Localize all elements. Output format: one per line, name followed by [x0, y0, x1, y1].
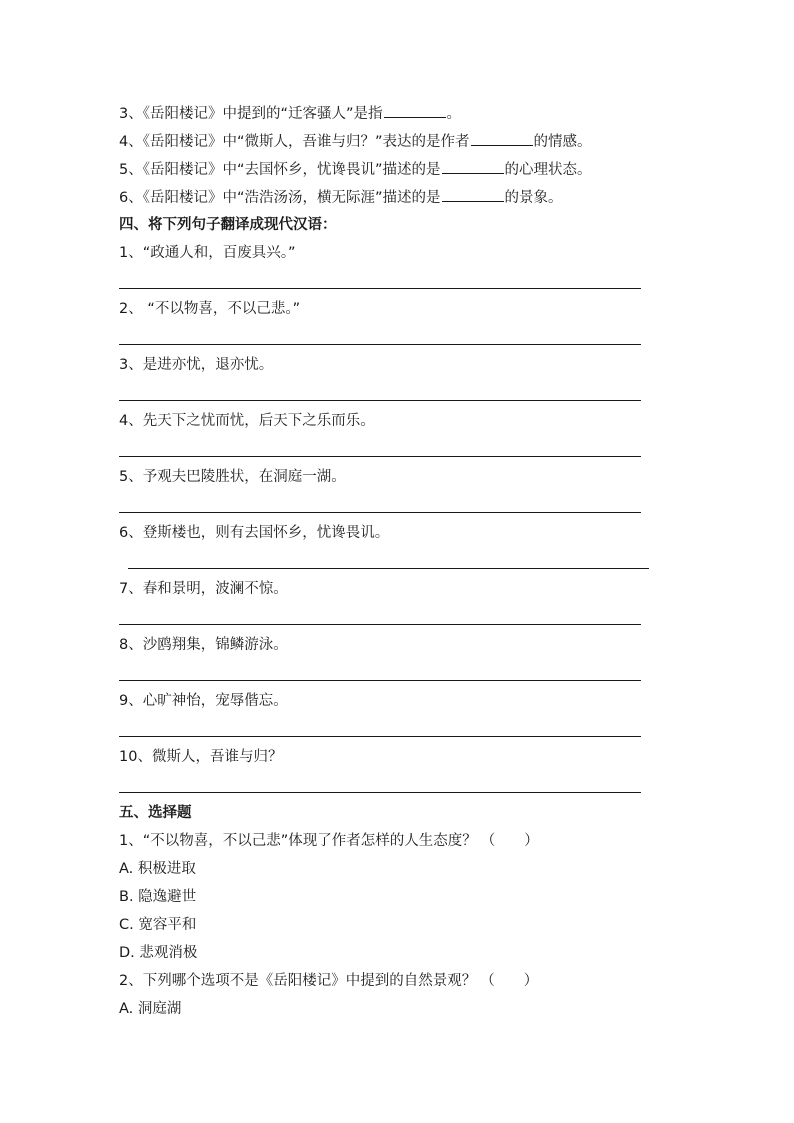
section-4-title: 四、将下列句子翻译成现代汉语： [119, 217, 337, 233]
answer-line-2[interactable] [119, 344, 641, 345]
question-text: 《岳阳楼记》中“浩浩汤汤，横无际涯”描述的是 [142, 190, 441, 206]
answer-blank[interactable] [442, 159, 504, 174]
question-suffix: 的心理状态。 [504, 162, 592, 178]
question-text: 《岳阳楼记》中“去国怀乡，忧谗畏讥”描述的是 [142, 162, 441, 178]
section-5-title: 五、选择题 [119, 805, 192, 821]
translation-item-2: 2、 “不以物喜，不以己悲。” [119, 301, 301, 317]
answer-line-10[interactable] [119, 792, 641, 793]
choice-option-a: A. 积极进取 [119, 861, 196, 877]
answer-line-8[interactable] [119, 680, 641, 681]
choice-question-2 [119, 971, 538, 991]
question-text: 《岳阳楼记》中提到的“迁客骚人”是指 [142, 106, 383, 122]
answer-parentheses[interactable]: （ ） [480, 833, 539, 849]
answer-line-6[interactable] [128, 568, 649, 569]
choice-option-d: D. 悲观消极 [119, 945, 198, 961]
translation-item-5: 5、予观夫巴陵胜状，在洞庭一湖。 [119, 469, 346, 485]
fill-in-question-4 [119, 131, 592, 152]
question-suffix: 。 [446, 106, 462, 122]
answer-line-9[interactable] [119, 736, 641, 737]
translation-item-3: 3、是进亦忧，退亦忧。 [119, 357, 274, 373]
translation-item-4: 4、先天下之忧而忧，后天下之乐而乐。 [119, 413, 375, 429]
translation-item-9: 9、心旷神怡，宠辱偕忘。 [119, 693, 288, 709]
choice-option-c: C. 宽容平和 [119, 917, 197, 933]
translation-item-1: 1、“政通人和，百废具兴。” [119, 245, 296, 261]
fill-in-question-3 [119, 103, 461, 124]
question-number: 4、 [119, 134, 143, 150]
translation-item-8: 8、沙鸥翔集，锦鳞游泳。 [119, 637, 288, 653]
answer-parentheses[interactable]: （ ） [480, 973, 539, 989]
question-number: 6、 [119, 190, 143, 206]
question-text: 《岳阳楼记》中“微斯人，吾谁与归？”表达的是作者 [142, 134, 470, 150]
answer-blank[interactable] [471, 131, 533, 146]
translation-item-6: 6、登斯楼也，则有去国怀乡，忧谗畏讥。 [119, 525, 390, 541]
translation-item-10: 10、微斯人，吾谁与归？ [119, 749, 283, 765]
fill-in-question-5 [119, 159, 592, 180]
answer-blank[interactable] [384, 103, 446, 118]
fill-in-question-6 [119, 187, 563, 208]
answer-line-4[interactable] [119, 456, 641, 457]
choice-option-a: A. 洞庭湖 [119, 1001, 182, 1017]
translation-item-7: 7、春和景明，波澜不惊。 [119, 581, 288, 597]
choice-question-1 [119, 831, 539, 851]
question-number: 3、 [119, 106, 143, 122]
answer-line-3[interactable] [119, 400, 641, 401]
question-suffix: 的情感。 [533, 134, 592, 150]
answer-line-7[interactable] [119, 624, 641, 625]
question-number: 5、 [119, 162, 143, 178]
answer-blank[interactable] [442, 187, 504, 202]
answer-line-1[interactable] [119, 288, 641, 289]
choice-option-b: B. 隐逸避世 [119, 889, 197, 905]
question-text: 2、下列哪个选项不是《岳阳楼记》中提到的自然景观？ [119, 973, 477, 989]
question-suffix: 的景象。 [504, 190, 563, 206]
answer-line-5[interactable] [119, 512, 641, 513]
question-text: 1、“不以物喜，不以己悲”体现了作者怎样的人生态度？ [119, 833, 477, 849]
